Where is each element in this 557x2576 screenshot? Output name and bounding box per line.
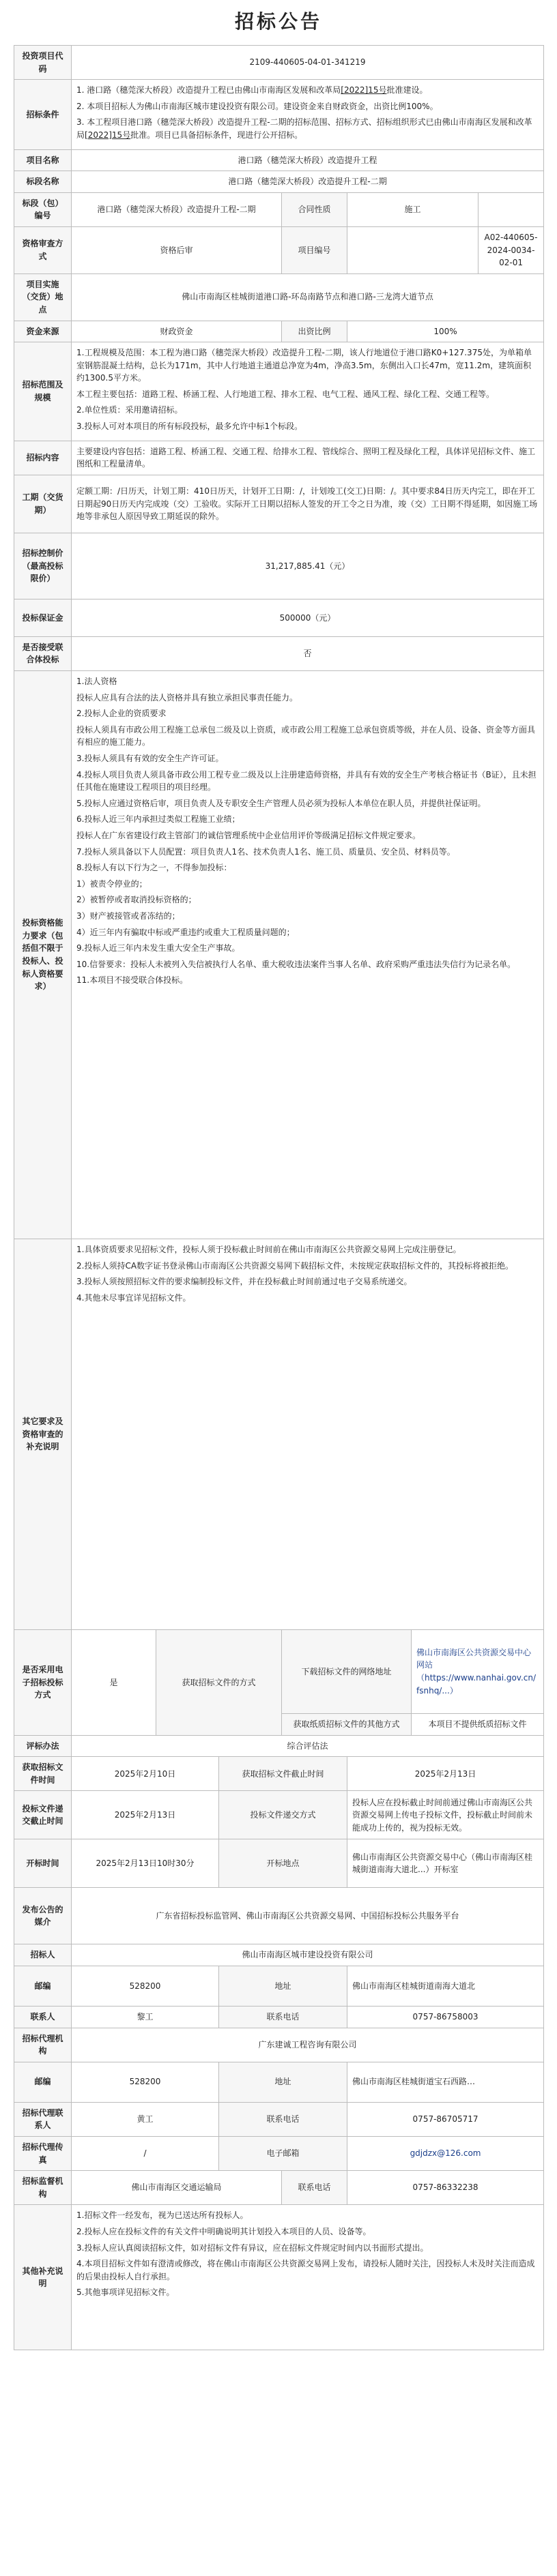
label-tenderer-phone: 联系电话 [219,2007,347,2028]
label-project-name: 项目名称 [14,149,72,171]
label-content: 招标内容 [14,441,72,475]
condition-1: 1. 港口路（穗莞深大桥段）改造提升工程已由佛山市南海区发展和改革局[2022]15号批准建设。 [76,85,428,95]
label-fund-ratio: 出资比例 [282,321,347,342]
row-supervisor [14,2171,544,2205]
value-consortium: 否 [72,636,544,670]
label-section-no: 标段（包）编号 [14,192,72,226]
label-open-time: 开标时间 [14,1839,72,1888]
row-location [14,273,544,321]
row-agent-fax [14,2136,544,2170]
row-tenderer-contact [14,2007,544,2028]
value-file-end: 2025年2月13日 [347,1757,544,1791]
label-tenderer-address: 地址 [219,1966,347,2007]
remark-item-2: 2.投标人应在投标文件的有关文件中明确说明其计划投入本项目的人员、设备等。 [76,2226,371,2236]
value-fund-source: 财政资金 [72,321,282,342]
label-agent-postcode: 邮编 [14,2062,72,2102]
value-agent-fax: / [72,2136,219,2170]
row-prequal [14,226,544,273]
value-project-name: 港口路（穗莞深大桥段）改造提升工程 [72,149,544,171]
value-other-req [72,1239,544,1630]
value-section-code: A02-440605-2024-0034-02-01 [479,226,544,273]
qual-item-16: 10.信誉要求：投标人未被列入失信被执行人名单、重大税收违法案件当事人名单、政府采购严重违法失信行为记录名单。 [76,959,516,969]
row-tenderer-name [14,1944,544,1966]
value-download[interactable]: 佛山市南海区公共资源交易中心网站（https://www.nanhai.gov.cn/fsnhq/...） [412,1630,544,1714]
label-fund: 资金来源 [14,321,72,342]
row-content [14,441,544,475]
qual-item-6: 5.投标人应通过资格后审，项目负责人及专职安全生产管理人员必须为投标人本单位在职人员，并提供社保证明。 [76,798,486,808]
qual-item-15: 9.投标人近三年内未发生重大安全生产事故。 [76,943,240,953]
qual-item-5: 4.投标人项目负责人须具备市政公用工程专业二级及以上注册建造师资格，并具有有效的安全生产考核合格证书（B证），且未担任其他在施建设工程项目的项目经理。 [76,769,537,793]
row-tenderer-postcode [14,1966,544,2007]
qual-item-10: 8.投标人有以下行为之一，不得参加投标： [76,863,232,873]
row-bid-bond [14,599,544,636]
value-fund-ratio: 100% [347,321,544,342]
value-control-price: 31,217,885.41（元） [72,533,544,599]
label-scope: 招标范围及规模 [14,342,72,441]
remark-item-4: 4.本项目招标文件如有澄清或修改，将在佛山市南海区公共资源交易网上发布，请投标人随时关注，因投标人未及时关注而造成的后果由投标人自行承担。 [76,2259,535,2281]
value-online: 是 [72,1630,156,1736]
label-tenderer-contact: 联系人 [14,2007,72,2028]
qual-item-4: 3.投标人须具有有效的安全生产许可证。 [76,754,224,763]
condition-2: 2. 本项目招标人为佛山市南海区城市建设投资有限公司。建设资金来自财政资金，出资比例100%。 [76,101,438,111]
other-req-list [76,1243,539,1304]
label-agent-phone: 联系电话 [219,2102,347,2136]
label-eval: 评标办法 [14,1735,72,1757]
value-tenderer-name: 佛山市南海区城市建设投资有限公司 [72,1944,544,1966]
label-project-code: 投资项目代码 [14,46,72,80]
label-agent: 招标代理机构 [14,2028,72,2062]
value-supervisor-phone: 0757-86332238 [347,2171,544,2205]
qual-item-13: 3）财产被接管或者冻结的； [76,911,180,921]
label-location: 项目实施（交货）地点 [14,273,72,321]
remark-item-3: 3.投标人应认真阅读招标文件，如对招标文件有异议，应在招标文件规定时间内以书面形式提出。 [76,2242,429,2253]
row-other-req [14,1239,544,1630]
value-tenderer-postcode: 528200 [72,1966,219,2007]
value-remarks [72,2205,544,2350]
qual-item-1: 投标人应具有合法的法人资格并具有独立承担民事责任能力。 [76,692,298,702]
label-project-no: 项目编号 [282,226,347,273]
row-open [14,1839,544,1888]
label-agent-contact: 招标代理联系人 [14,2102,72,2136]
scope-4: 3.投标人可对本项目的所有标段投标，最多允许中标1个标段。 [76,421,303,432]
other-req-item-2: 2.投标人须持CA数字证书登录佛山市南海区公共资源交易网下载招标文件，未按规定获取招标文件的，其投标将被拒绝。 [76,1260,514,1271]
qual-item-14: 4）近三年内有骗取中标或严重违约或重大工程质量问题的； [76,927,295,937]
value-tenderer-phone: 0757-86758003 [347,2007,544,2028]
value-agent-name: 广东建诚工程咨询有限公司 [72,2028,544,2062]
label-nature: 合同性质 [282,192,347,226]
label-consortium: 是否接受联合体投标 [14,636,72,670]
qual-item-2: 2.投标人企业的资质要求 [76,709,167,719]
condition-3: 3. 本工程项目港口路（穗莞深大桥段）改造提升工程-二期的招标范围、招标方式、招标组织形式已由佛山市南海区发展和改革局[2022]15号批准。项目已具备招标条件，现进行公开招标。 [76,117,532,140]
value-agent-phone: 0757-86705717 [347,2102,544,2136]
notice-page [0,7,557,2364]
value-qualification [72,671,544,1239]
label-file-time: 获取招标文件时间 [14,1757,72,1791]
label-duration: 工期（交货期） [14,475,72,533]
row-conditions [14,80,544,149]
value-conditions [72,80,544,149]
row-fund [14,321,544,342]
page-title: 招标公告 [234,10,322,33]
row-bid-section-name [14,171,544,193]
row-agent-name [14,2028,544,2062]
label-remarks: 其他补充说明 [14,2205,72,2350]
label-control-price: 招标控制价（最高投标限价） [14,533,72,599]
qual-list [76,692,539,987]
scope-1: 1.工程规模及范围：本工程为港口路（穗莞深大桥段）改造提升工程-二期，该人行地道位于港口路K0+127.375处，为单箱单室钢筋混凝土结构，总长为171m，其中人行地道主通道总净宽为4m，净高3.5m，东侧出入口长47m，宽11.2m，建筑面积约1300.5平方米。 [76,348,532,383]
label-media: 发布公告的媒介 [14,1888,72,1944]
value-open-time: 2025年2月13日10时30分 [72,1839,219,1888]
label-tenderer: 招标人 [14,1944,72,1966]
row-qualification [14,671,544,1239]
label-bid-bond: 投标保证金 [14,599,72,636]
remarks-list [76,2209,539,2299]
value-project-no [347,226,479,273]
qual-item-9: 7.投标人须具备以下人员配置：项目负责人1名、技术负责人1名、施工员、质量员、安全员、材料员等。 [76,846,455,857]
row-agent-postcode [14,2062,544,2102]
row-online [14,1630,544,1714]
qual-item-7: 6.投标人近三年内承担过类似工程施工业绩； [76,814,240,825]
other-req-item-1: 1.具体资质要求见招标文件，投标人须于投标截止时间前在佛山市南海区公共资源交易网上完成注册登记。 [76,1245,461,1255]
label-qualification: 投标资格能力要求（包括但不限于投标人、投标人资格要求） [14,671,72,1239]
value-agent-contact: 黄工 [72,2102,219,2136]
value-tenderer-address: 佛山市南海区桂城街道南海大道北 [347,1966,544,2007]
row-file-time [14,1757,544,1791]
label-capital-method: 资格审查方式 [14,226,72,273]
row-section [14,192,544,226]
row-control-price [14,533,544,599]
value-media: 广东省招标投标监管网、佛山市南海区公共资源交易网、中国招标投标公共服务平台 [72,1888,544,1944]
value-agent-email[interactable]: gdjdzx@126.com [347,2136,544,2170]
label-supervisor-phone: 联系电话 [282,2171,347,2205]
value-bid-section-name: 港口路（穗莞深大桥段）改造提升工程-二期 [72,171,544,193]
label-bid-section-name: 标段名称 [14,171,72,193]
label-other-req: 其它要求及资格审查的补充说明 [14,1239,72,1630]
row-duration [14,475,544,533]
value-prequal: 资格后审 [72,226,282,273]
row-media [14,1888,544,1944]
label-submit-method: 投标文件递交方式 [219,1791,347,1839]
remark-item-5: 5.其他事项详见招标文件。 [76,2288,175,2298]
label-open-place: 开标地点 [219,1839,347,1888]
value-open-place: 佛山市南海区公共资源交易中心（佛山市南海区桂城街道南海大道北...）开标室 [347,1839,544,1888]
row-consortium [14,636,544,670]
row-deadline [14,1791,544,1839]
value-section-name: 港口路（穗莞深大桥段）改造提升工程-二期 [72,192,282,226]
label-get-other: 获取纸质招标文件的其他方式 [282,1714,412,1736]
scope-2: 本工程主要包括：道路工程、桥涵工程、人行地道工程、排水工程、电气工程、通风工程、绿化工程、交通工程等。 [76,389,495,399]
label-deadline: 投标文件递交截止时间 [14,1791,72,1839]
label-tenderer-postcode: 邮编 [14,1966,72,2007]
row-remarks [14,2205,544,2350]
qual-item-8: 投标人在广东省建设行政主管部门的诚信管理系统中企业信用评价等级满足招标文件规定要求。 [76,830,421,840]
other-req-item-4: 4.其他未尽事宜详见招标文件。 [76,1292,191,1303]
value-location: 佛山市南海区桂城街道港口路-环岛南路节点和港口路-三龙湾大道节点 [72,273,544,321]
value-nature-extra [479,192,544,226]
value-deadline: 2025年2月13日 [72,1791,219,1839]
value-agent-postcode: 528200 [72,2062,219,2102]
remark-item-1: 1.招标文件一经发布，视为已送达所有投标人。 [76,2210,248,2221]
value-nature: 施工 [347,192,479,226]
qual-item-11: 1）被责令停业的； [76,878,147,889]
scope-3: 2.单位性质：采用邀请招标。 [76,405,183,415]
qual-intro: 1.法人资格 [76,677,117,687]
label-online: 是否采用电子招标投标方式 [14,1630,72,1736]
value-scope [72,342,544,441]
value-supervisor-name: 佛山市南海区交通运输局 [72,2171,282,2205]
label-conditions: 招标条件 [14,80,72,149]
value-content: 主要建设内容包括：道路工程、桥涵工程、交通工程、给排水工程、管线综合、照明工程及绿化工程，具体详见招标文件、施工图纸和工程量清单。 [72,441,544,475]
value-submit-method: 投标人应在投标截止时间前通过佛山市南海区公共资源交易网上传电子投标文件，投标截止时间前未能成功上传的，视为投标无效。 [347,1791,544,1839]
label-agent-fax: 招标代理传真 [14,2136,72,2170]
qual-item-17: 11.本项目不接受联合体投标。 [76,975,188,986]
value-project-code: 2109-440605-04-01-341219 [72,46,544,80]
qual-item-12: 2）被暂停或者取消投标资格的； [76,895,197,905]
value-file-time: 2025年2月10日 [72,1757,219,1791]
row-agent-contact [14,2102,544,2136]
label-agent-email: 电子邮箱 [219,2136,347,2170]
value-eval: 综合评估法 [72,1735,544,1757]
other-req-item-3: 3.投标人须按照招标文件的要求编制投标文件，并在投标截止时间前通过电子交易系统递交。 [76,1277,412,1287]
value-get-other: 本项目不提供纸质招标文件 [412,1714,544,1736]
label-file-end: 获取招标文件截止时间 [219,1757,347,1791]
notice-table [14,45,544,2350]
row-project-name [14,149,544,171]
row-eval [14,1735,544,1757]
row-scope [14,342,544,441]
value-agent-address: 佛山市南海区桂城街道宝石西路… [347,2062,544,2102]
label-agent-address: 地址 [219,2062,347,2102]
qual-item-3: 投标人须具有市政公用工程施工总承包二级及以上资质，或市政公用工程施工总承包资质等级，并在人员、设备、资金等方面具有相应的施工能力。 [76,724,536,747]
label-download: 下载招标文件的网络地址 [282,1630,412,1714]
label-get-file-method: 获取招标文件的方式 [156,1630,282,1736]
row-project-code [14,46,544,80]
label-supervisor: 招标监督机构 [14,2171,72,2205]
value-tenderer-contact: 黎工 [72,2007,219,2028]
value-duration: 定额工期：/日历天，计划工期：410日历天，计划开工日期：/，计划竣工(交工)日期：/。其中要求84日历天内完工，即在开工日期起90日历天内完成竣（交）工验收。实际开工日期以招标人签发的开工令之日为准，竣（交）工日期不得延期，如因施工场地等非承包人原因导致工期延误的除外。 [72,475,544,533]
value-bid-bond: 500000（元） [72,599,544,636]
